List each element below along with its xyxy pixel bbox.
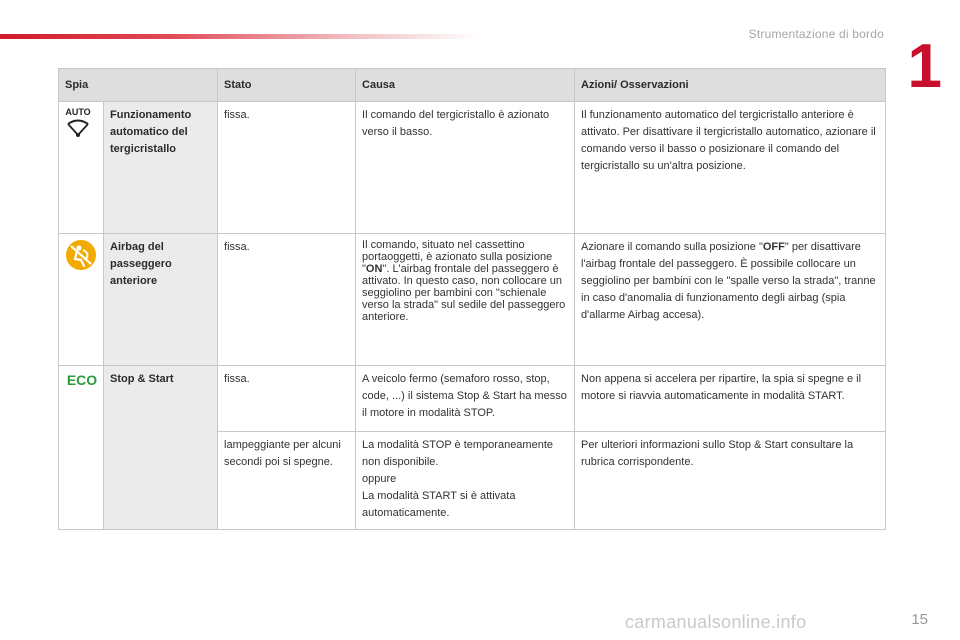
header-accent-stripe (0, 34, 480, 39)
lamp-state: fissa. (218, 102, 356, 234)
eco-icon (65, 371, 99, 389)
lamp-action: Per ulteriori informazioni sullo Stop & Start consultare la rubrica corrispondente. (575, 432, 886, 530)
lamp-name: Funzionamento automatico del tergicristallo (104, 102, 218, 234)
chapter-number: 1 (907, 32, 942, 101)
lamp-cause: A veicolo fermo (semaforo rosso, stop, code, ...) il sistema Stop & Start ha messo il motore in modalità STOP. (356, 366, 575, 432)
lamp-cause (356, 234, 575, 366)
cause-text: Il comando, situato nel cassettino portaoggetti, è azionato sulla posizione " (362, 239, 553, 275)
page-number: 15 (911, 611, 928, 628)
lamp-cause: Il comando del tergicristallo è azionato verso il basso. (356, 102, 575, 234)
lamp-state: fissa. (218, 234, 356, 366)
action-text: Azionare il comando sulla posizione " (581, 241, 763, 253)
auto-wiper-icon (65, 107, 91, 144)
cause-text: La modalità START si è attivata automaticamente. (362, 490, 516, 519)
icon-cell (59, 102, 104, 234)
column-header-stato: Stato (218, 69, 356, 102)
watermark: carmanualsonline.info (625, 612, 807, 632)
table-row (59, 234, 886, 366)
auto-icon-label: AUTO (65, 107, 91, 117)
column-header-causa: Causa (356, 69, 575, 102)
lamp-action (575, 234, 886, 366)
svg-text:ECO: ECO (66, 372, 98, 388)
column-header-azioni: Azioni/ Osservazioni (575, 69, 886, 102)
section-title: Strumentazione di bordo (748, 27, 884, 41)
cause-emphasis: ON (365, 263, 383, 275)
icon-cell (59, 366, 104, 530)
warning-lamps-table (58, 68, 886, 530)
action-emphasis: OFF (762, 241, 785, 253)
cause-text: ". L'airbag frontale del passeggero è attivato. In questo caso, non collocare un seggiolino per bambini con "schienale verso la strada" sul sedile del passeggero anteriore. (362, 263, 566, 323)
action-text: " per disattivare l'airbag frontale del passeggero. È possibile collocare un seggiolino per bambini con le "spalle verso la strada", tranne in caso d'anomalia di funzionamento degli airbag (spia d'allarme Airbag accesa). (581, 241, 876, 321)
table-row (59, 366, 886, 432)
icon-cell (59, 234, 104, 366)
lamp-name: Stop & Start (104, 366, 218, 530)
lamp-state: lampeggiante per alcuni secondi poi si spegne. (218, 432, 356, 530)
lamp-state: fissa. (218, 366, 356, 432)
cause-text: La modalità STOP è temporaneamente non disponibile. (362, 439, 554, 468)
lamp-action: Il funzionamento automatico del tergicristallo anteriore è attivato. Per disattivare il tergicristallo automatico, azionare il comando verso il basso o posizionare il comando del tergicristallo su un'altra posizione. (575, 102, 886, 234)
cause-separator: oppure (362, 473, 397, 485)
table-header-row (59, 69, 886, 102)
column-header-spia: Spia (59, 69, 218, 102)
lamp-name: Airbag del passeggero anteriore (104, 234, 218, 366)
airbag-off-icon (65, 239, 97, 271)
lamp-cause (356, 432, 575, 530)
table-row (59, 102, 886, 234)
lamp-action: Non appena si accelera per ripartire, la spia si spegne e il motore si riavvia automaticamente in modalità START. (575, 366, 886, 432)
